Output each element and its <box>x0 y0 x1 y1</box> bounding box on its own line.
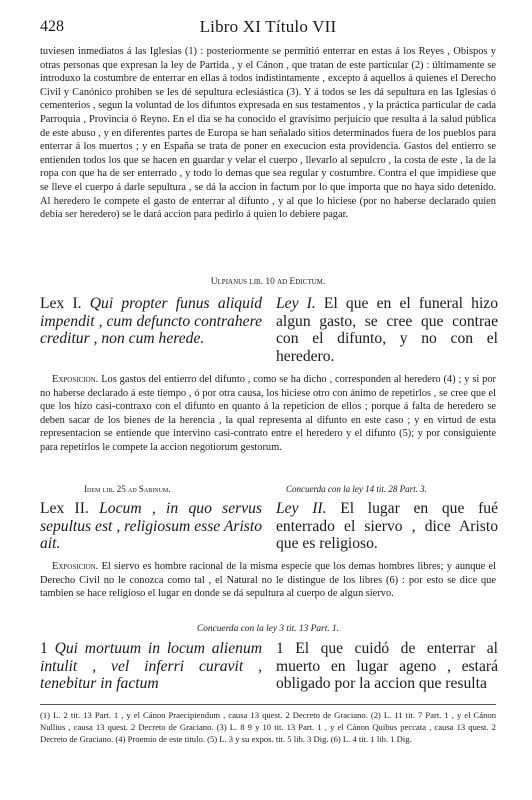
source-concuerda-2: Concuerda con la ley 3 tit. 13 Part. 1. <box>196 624 340 634</box>
exposicion-label: Exposicion. <box>52 561 99 572</box>
page-header <box>40 16 496 40</box>
lex2-spanish <box>276 500 498 553</box>
exposicion-label: Exposicion. <box>52 374 99 385</box>
footnotes <box>40 709 496 745</box>
lex1-latin-text: Qui propter funus aliquid impendit , cum defuncto contrahere creditur , non cum herede. <box>40 295 263 348</box>
running-head: Libro XI Título VII <box>199 17 337 36</box>
lex1-latin-number: Lex I. <box>40 295 82 312</box>
lex2-latin-text: Locum , in quo servus sepultus est , religiosum esse Aristo ait. <box>40 500 262 553</box>
intro-paragraph: tuviesen inmediatos á las Iglesias (1) : posteriormente se permitió enterrar en estas á los Reyes , Obispos y otras personas que expresan la ley de Partida , y el Cánon , que tratan de este particular (2) : últimamente se introduxo la costumbre de enterrar en ellas á todos indistintamente , excepto á aquellos á quienes el Derecho Civil y Canónico prohiben se les dé sepultura eclesiástica (3). Y á todos se les dá sepultura en las Iglesias ó cementerios , segun la voluntad de los difuntos expresada en sus testamentos , y la práctica particular de cada Parroquia , Provincia ó Reyno. En el dia se ha conocido el gravísimo perjuicio que resulta á la salud pública de este abuso , y en diferentes partes de Europa se han señalado sitios determinados fuera de los pueblos para enterrar á los muertos ; y en España se trata de poner en execucion esta providencia. Gastos del entierro se entienden todos los que se hacen en guardar y velar el cuerpo , llevarlo al sepulcro , la costa de este , la de la ropa con que ha de ser enterrado , y todo lo demas que sea regular y costumbre. Contra el que impidiese que se lleve el cuerpo á darle sepultura , se dá la accion in factum por lo que importa que no haya sido detenido. Al heredero le compete el gasto de enterrar al difunto , y al que lo hiciese (por no haberse declarado quien debia ser heredero) se le dará accion para pedirlo á quien lo debiere pagar. <box>40 46 496 221</box>
footnote-5: (5) L. 3 y su expos. tit. 5 lib. 3 Dig. <box>207 734 329 744</box>
footnote-4: (4) Proemio de este titulo. <box>115 734 205 744</box>
exposicion-1-text: Los gastos del entierro del difunto , como se ha dicho , corresponden al heredero (4) ; y si por no haberse declarado á este tiempo , ó por otra causa, los hiciese otro con ánimo de repetirlos , se cree que el que los hizo casi-contraxo con el difunto en quanto á la repeticion de ellos ; porque á falta de heredero se deben sacar de los bienes de la herencia , la qual representa al difunto en este caso ; y en virtud de esta representacion se entiende que intervino casi-contrato entre el heredero y el difunto (5); y por consiguiente para repetirlos le compete la accion negotiorum gestorum. <box>40 374 496 453</box>
source-idem: Idem lib. 25 ad Sabinum. <box>84 484 171 494</box>
para1-spanish-text: El que cuidó de enterrar al muerto en lugar ageno , estará obligado por la accion que resulta <box>276 640 499 693</box>
para1-spanish-number: 1 <box>276 640 284 657</box>
lex1-latin <box>40 295 262 348</box>
lex1-spanish <box>276 295 498 365</box>
source-concuerda-1: Concuerda con la ley 14 tit. 28 Part. 3. <box>286 484 427 494</box>
exposicion-2 <box>40 560 496 601</box>
footnote-2: (2) L. 11 tit. 7 Part. 1 , y el Cánon Nullius , causa 13 quest. 2 Decreto de Graciano. <box>40 710 496 732</box>
para1-latin-text: Qui mortuum in locum alienum intulit , vel inferri curavit , tenebitur in factum <box>40 640 262 693</box>
lex2-latin-number: Lex II. <box>40 500 89 517</box>
footnote-1: (1) L. 2 tit. 13 Part. 1 , y el Cánon Praecipiendum , causa 13 quest. 2 Decreto de Graciano. <box>40 710 368 720</box>
lex1-spanish-number: Ley I. <box>276 295 316 312</box>
lex2-spanish-text: El lugar en que fué enterrado el siervo , dice Aristo que es religioso. <box>276 500 499 553</box>
page-number: 428 <box>40 18 64 35</box>
lex2-latin <box>40 500 262 553</box>
lex1-spanish-text: El que en el funeral hizo algun gasto, se cree que contrae con el difunto, y no con el heredero. <box>276 295 498 365</box>
footnote-divider <box>40 704 496 705</box>
lex2-spanish-number: Ley II. <box>276 500 327 517</box>
footnote-6: (6) L. 4 tit. 1 lib. 1 Dig. <box>330 734 412 744</box>
exposicion-1 <box>40 373 496 455</box>
para1-latin <box>40 640 262 693</box>
source-ulpianus: Ulpianus lib. 10 ad Edictum. <box>210 277 326 287</box>
para1-spanish <box>276 640 498 693</box>
para1-latin-number: 1 <box>40 640 48 657</box>
footnote-3: (3) L. 8 9 y 10 tit. 13 Part. 1 , y el Cánon Quibus peccata , causa 13 quest. 2 Decreto de Graciano. <box>40 722 496 744</box>
intro-section <box>40 45 496 222</box>
exposicion-2-text: El siervo es hombre racional de la misma especie que los demas hombres libres; y aunque el Derecho Civil no le conozca como tal , el Natural no le distingue de los libres (6) : por esto se dice que tambien se hace religioso el lugar en donde se dá sepultura al cuerpo de algun siervo. <box>40 561 496 600</box>
